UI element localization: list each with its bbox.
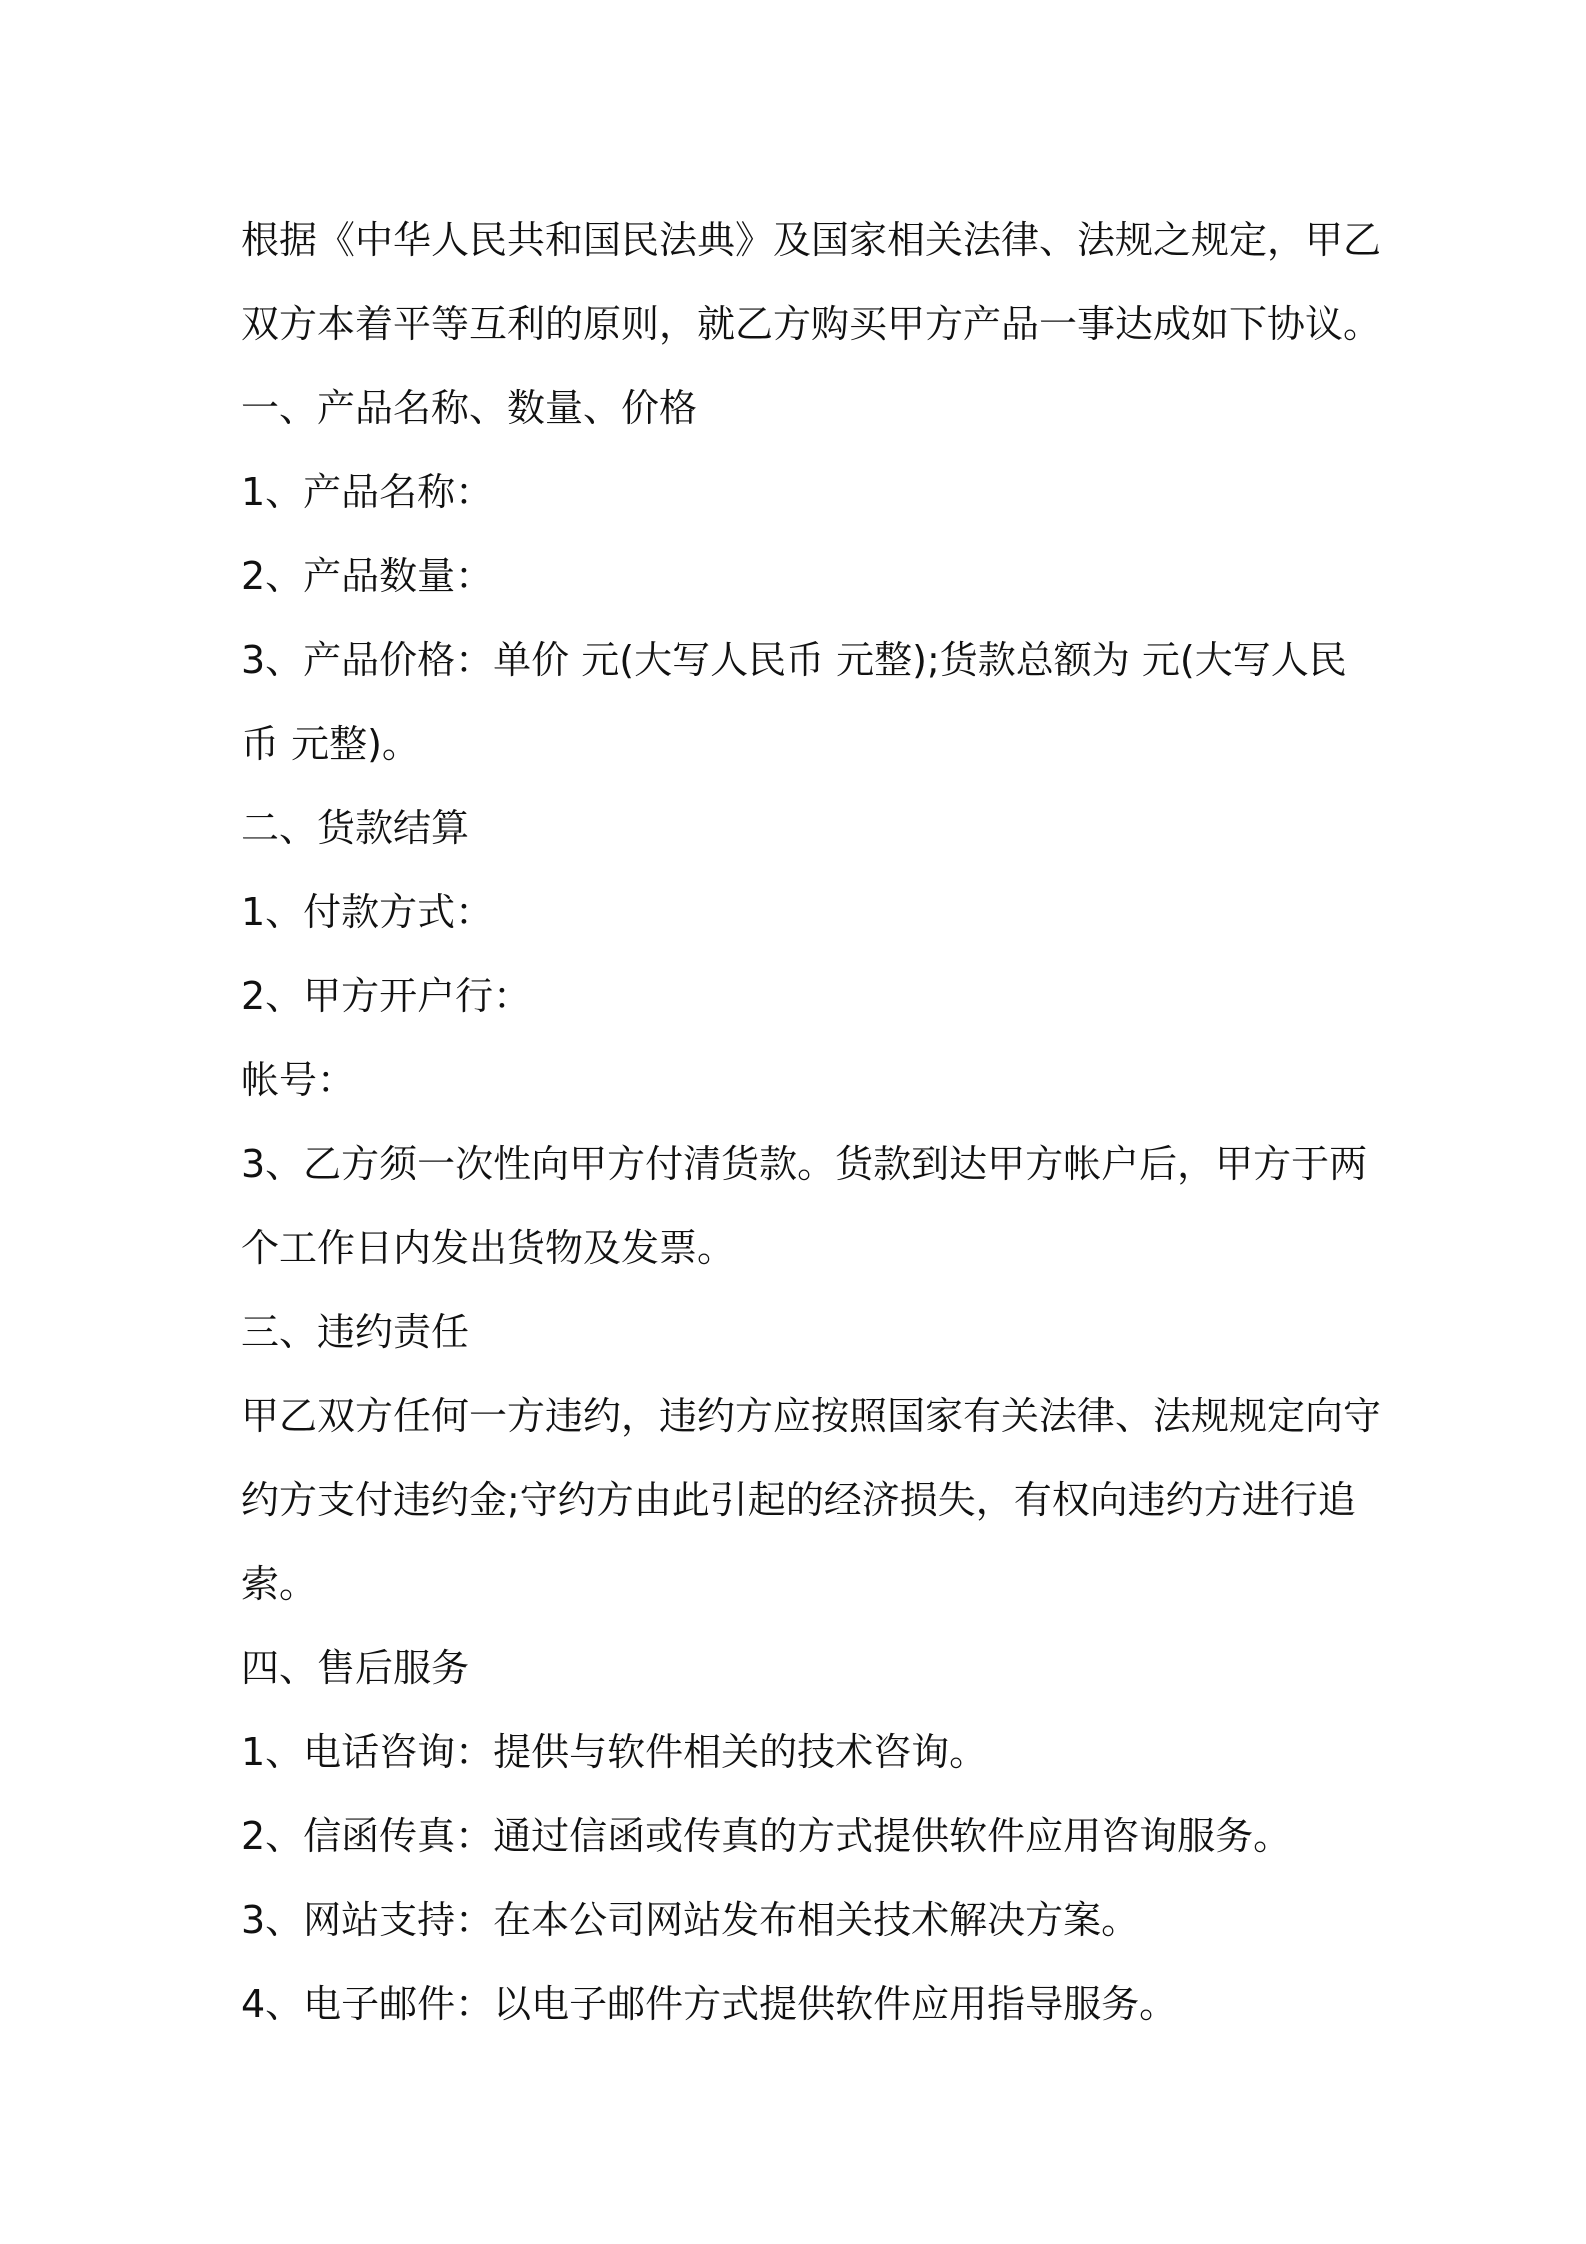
service-email-line: 4、电子邮件：以电子邮件方式提供软件应用指导服务。 <box>241 1982 1178 2026</box>
section-3-heading: 三、违约责任 <box>241 1310 470 1354</box>
service-website-line: 3、网站支持：在本公司网站发布相关技术解决方案。 <box>241 1898 1140 1942</box>
service-fax-line: 2、信函传真：通过信函或传真的方式提供软件应用咨询服务。 <box>241 1814 1292 1858</box>
liability-line-2: 约方支付违约金;守约方由此引起的经济损失，有权向违约方进行追 <box>241 1478 1356 1522</box>
contract-document <box>241 198 1382 2046</box>
service-phone-line: 1、电话咨询：提供与软件相关的技术咨询。 <box>241 1730 988 1774</box>
section-2-heading: 二、货款结算 <box>241 806 470 850</box>
product-price-line-2: 币 元整)。 <box>241 722 420 766</box>
product-name-line: 1、产品名称： <box>241 470 494 514</box>
bank-line: 2、甲方开户行： <box>241 974 532 1018</box>
product-price-line-1: 3、产品价格：单价 元(大写人民币 元整);货款总额为 元(大写人民 <box>241 638 1347 682</box>
liability-line-1: 甲乙双方任何一方违约，违约方应按照国家有关法律、法规规定向守 <box>241 1394 1382 1438</box>
product-quantity-line: 2、产品数量： <box>241 554 494 598</box>
payment-clause-line-1: 3、乙方须一次性向甲方付清货款。货款到达甲方帐户后，甲方于两 <box>241 1142 1368 1186</box>
account-line: 帐号： <box>241 1058 356 1102</box>
intro-line-1: 根据《中华人民共和国民法典》及国家相关法律、法规之规定，甲乙 <box>241 218 1382 262</box>
section-4-heading: 四、售后服务 <box>241 1646 470 1690</box>
section-1-heading: 一、产品名称、数量、价格 <box>241 386 698 430</box>
payment-method-line: 1、付款方式： <box>241 890 494 934</box>
intro-line-2: 双方本着平等互利的原则，就乙方购买甲方产品一事达成如下协议。 <box>241 302 1382 346</box>
liability-line-3: 索。 <box>241 1562 318 1606</box>
payment-clause-line-2: 个工作日内发出货物及发票。 <box>241 1226 736 1270</box>
